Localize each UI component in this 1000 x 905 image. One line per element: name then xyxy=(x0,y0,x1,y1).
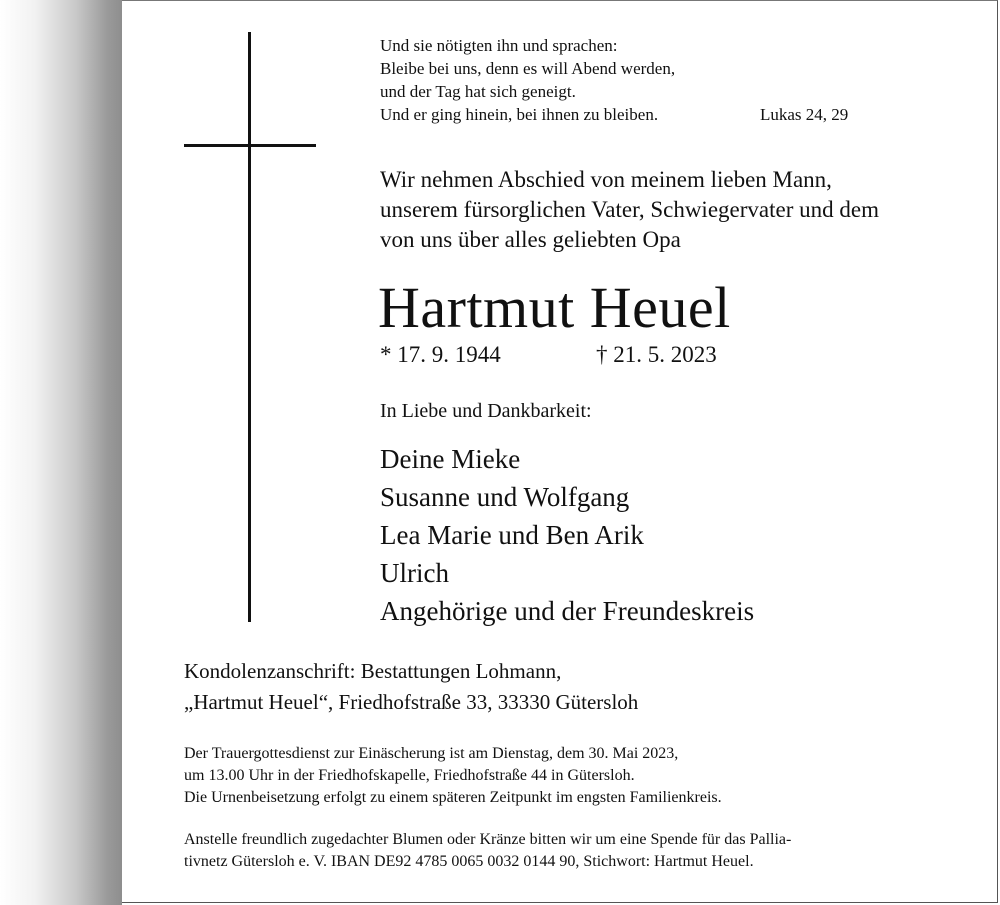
service-line: um 13.00 Uhr in der Friedhofskapelle, Friedhofstraße 44 in Gütersloh. xyxy=(184,767,635,784)
condolence-line: Kondolenzanschrift: Bestattungen Lohmann, xyxy=(184,659,562,683)
verse-line: Und sie nötigten ihn und sprachen: xyxy=(380,36,618,55)
mourner-item: Susanne und Wolfgang xyxy=(380,482,630,512)
verse-line xyxy=(380,103,849,126)
condolence-line: „Hartmut Heuel“, Friedhofstraße 33, 33330 Gütersloh xyxy=(184,690,639,714)
death-date: † 21. 5. 2023 xyxy=(596,342,717,367)
verse-reference: Lukas 24, 29 xyxy=(760,105,849,124)
donation-line: Anstelle freundlich zugedachter Blumen oder Kränze bitten wir um eine Spende für das Pallia- xyxy=(184,831,792,848)
service-info xyxy=(184,743,722,809)
birth-date: * 17. 9. 1944 xyxy=(380,342,501,367)
mourner-item: Ulrich xyxy=(380,558,449,588)
service-line: Der Trauergottesdienst zur Einäscherung ist am Dienstag, dem 30. Mai 2023, xyxy=(184,745,679,762)
mourners-list xyxy=(380,440,754,630)
condolence-address xyxy=(184,656,638,718)
cross-icon xyxy=(248,32,251,622)
donation-line: tivnetz Gütersloh e. V. IBAN DE92 4785 0065 0032 0144 90, Stichwort: Hartmut Heuel. xyxy=(184,853,754,870)
service-line: Die Urnenbeisetzung erfolgt zu einem späteren Zeitpunkt im engsten Familienkreis. xyxy=(184,789,722,806)
intro-line: Wir nehmen Abschied von meinem lieben Mann, xyxy=(380,167,832,192)
mourner-item: Angehörige und der Freundeskreis xyxy=(380,596,755,626)
farewell-intro xyxy=(380,165,879,255)
mourner-item: Deine Mieke xyxy=(380,444,521,474)
page-edge-shadow xyxy=(0,0,122,905)
donation-info xyxy=(184,829,791,873)
bible-verse xyxy=(380,34,849,126)
intro-line: unserem fürsorglichen Vater, Schwiegervater und dem xyxy=(380,197,879,222)
intro-line: von uns über alles geliebten Opa xyxy=(380,227,681,252)
cross-icon-bar xyxy=(184,144,316,147)
gratitude-line: In Liebe und Dankbarkeit: xyxy=(380,400,592,422)
verse-text: Und er ging hinein, bei ihnen zu bleiben. xyxy=(380,105,659,124)
verse-line: und der Tag hat sich geneigt. xyxy=(380,82,576,101)
mourner-item: Lea Marie und Ben Arik xyxy=(380,520,644,550)
deceased-name: Hartmut Heuel xyxy=(378,275,731,340)
verse-line: Bleibe bei uns, denn es will Abend werden, xyxy=(380,59,676,78)
